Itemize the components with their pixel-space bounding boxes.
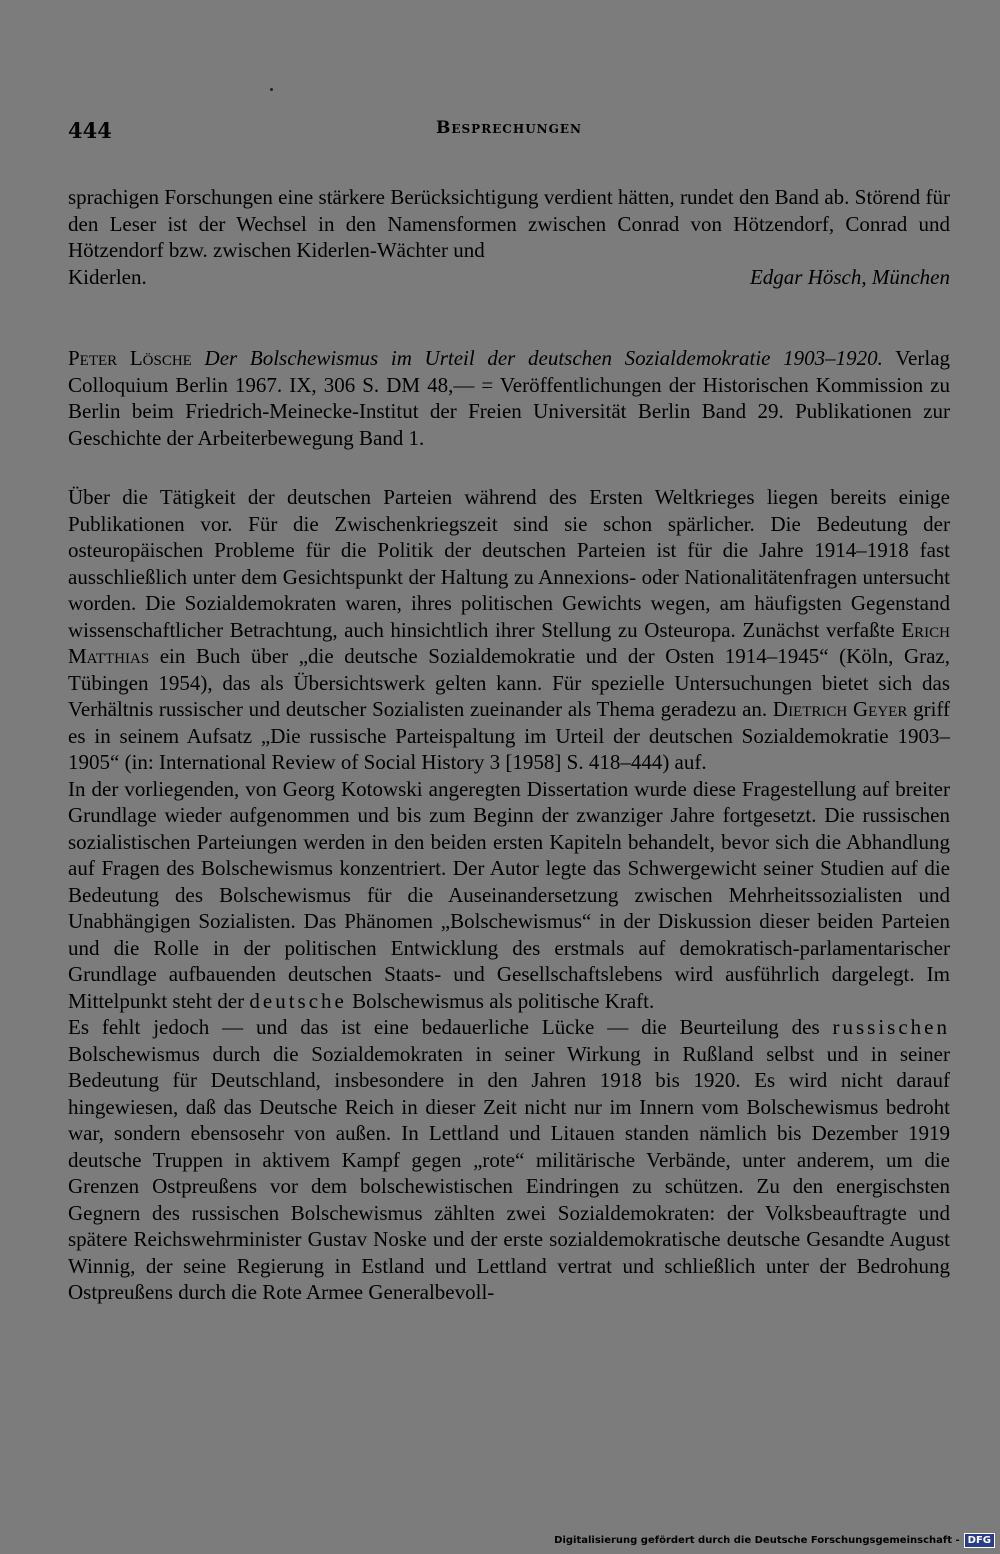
book-details: Verlag Colloquium Berlin 1967. IX, 306 S. DM 48,— = Veröffentlichungen der Historischen Kommission zu Berlin beim Friedrich-Meinecke-Institut der Freien Universität Berlin Band 29. Publikationen zur Geschichte der Arbeiterbewegung Band 1. (68, 346, 951, 450)
page-number: 444 (68, 118, 112, 143)
signature-line (68, 264, 950, 291)
page-header (68, 118, 950, 148)
funding-credit: Digitalisierung gefördert durch die Deutsche Forschungsgemeinschaft - (554, 1535, 960, 1546)
paragraph-1: Über die Tätigkeit der deutschen Parteien während des Ersten Weltkrieges liegen bereits einige Publikationen vor. Für die Zwischenkriegszeit sind sie schon spärlicher. Die Bedeutung der osteuropäischen Probleme für die Politik der deutschen Parteien ist für die Jahre 1914–1918 fast ausschließlich unter dem Gesichtspunkt der Haltung zu Annexions- oder Nationalitätenfragen untersucht worden. Die Sozialdemokraten waren, ihres politischen Gewichts wegen, am häufigsten Gegenstand wissenschaftlicher Betrachtung, auch hinsichtlich ihrer Stellung zu Osteuropa. Zunächst verfaßte Erich Matthias ein Buch über „die deutsche Sozialdemokratie und der Osten 1914–1945“ (Köln, Graz, Tübingen 1954), das als Übersichtswerk gelten kann. Für spezielle Untersuchungen bietet sich das Verhältnis russischer und deutscher Sozialisten zueinander als Thema geradezu an. Dietrich Geyer griff es in seinem Aufsatz „Die russische Parteispaltung im Urteil der deutschen Sozialdemokratie 1903–1905“ (in: International Review of Social History 3 [1958] S. 418–444) auf. (68, 485, 951, 774)
review-heading (68, 345, 950, 451)
paragraph-3: Es fehlt jedoch — und das ist eine bedauerliche Lücke — die Beurteilung des russischen Bolschewismus durch die Sozialdemokraten in seiner Wirkung in Rußland selbst und in seiner Bedeutung für Deutschland, insbesondere in den Jahren 1918 bis 1920. Es wird nicht darauf hingewiesen, daß das Deutsche Reich in dieser Zeit nicht nur im Innern vom Bolschewismus bedroht war, sondern ebensosehr von außen. In Lettland und Litauen standen nämlich bis Dezember 1919 deutsche Truppen in aktivem Kampf gegen „rote“ militärische Verbände, unter anderem, um die Grenzen Ostpreußens vor dem bolschewistischen Eindringen zu schützen. Zu den energischsten Gegnern des russischen Bolschewismus zählten zwei Sozialdemokraten: der Volksbeauftragte und spätere Reichswehrminister Gustav Noske und der erste sozialdemokratische deutsche Gesandte August Winnig, der seine Regierung in Estland und Lettland vertrat und schließlich unter der Bedrohung Ostpreußens durch die Rote Armee Generalbevoll- (68, 1015, 950, 1304)
book-author: Peter Lösche (68, 346, 192, 370)
previous-review-end (68, 184, 950, 290)
scan-speck (270, 88, 273, 91)
book-title: Der Bolschewismus im Urteil der deutschen Sozialdemokratie 1903–1920. (204, 346, 883, 370)
paragraph-2: In der vorliegenden, von Georg Kotowski angeregten Dissertation wurde diese Fragestellung auf breiter Grundlage wieder aufgenommen und bis zum Beginn der zwanziger Jahre fortgesetzt. Die russischen sozialistischen Parteiungen werden in den beiden ersten Kapiteln behandelt, bevor sich die Abhandlung auf Fragen des Bolschewismus konzentriert. Der Autor legte das Schwergewicht seiner Studien auf die Bedeutung des Bolschewismus für die Auseinandersetzung zwischen Mehrheitssozialisten und Unabhängigen Sozialisten. Das Phänomen „Bolschewismus“ in der Diskussion dieser beiden Parteien und die Rolle in der politischen Entwicklung des erstmals auf demokratisch-parlamentarischer Grundlage aufbauenden deutschen Staats- und Gesellschaftslebens wird ausführlich dargelegt. Im Mittelpunkt steht der deutsche Bolschewismus als politische Kraft. (68, 776, 950, 1013)
cited-author: Erich Matthias (68, 617, 950, 668)
paragraph: sprachigen Forschungen eine stärkere Berücksichtigung verdient hätten, rundet den Band ab. Störend für den Leser ist der Wechsel in den Namensformen zwischen Conrad von Hötzendorf, Conrad und Hötzendorf bzw. zwischen Kiderlen-Wächter und (68, 185, 950, 262)
digitization-footer (554, 1533, 995, 1548)
emphasis: deutsche (249, 988, 347, 1013)
cited-author: Dietrich Geyer (772, 697, 908, 721)
reviewer-signature: Edgar Hösch, München (749, 264, 950, 289)
emphasis: russischen (832, 1015, 950, 1039)
last-word: Kiderlen. (68, 264, 147, 289)
dfg-logo[interactable]: DFG (964, 1533, 995, 1548)
running-title: Besprechungen (435, 118, 582, 138)
review-body (68, 484, 950, 1306)
